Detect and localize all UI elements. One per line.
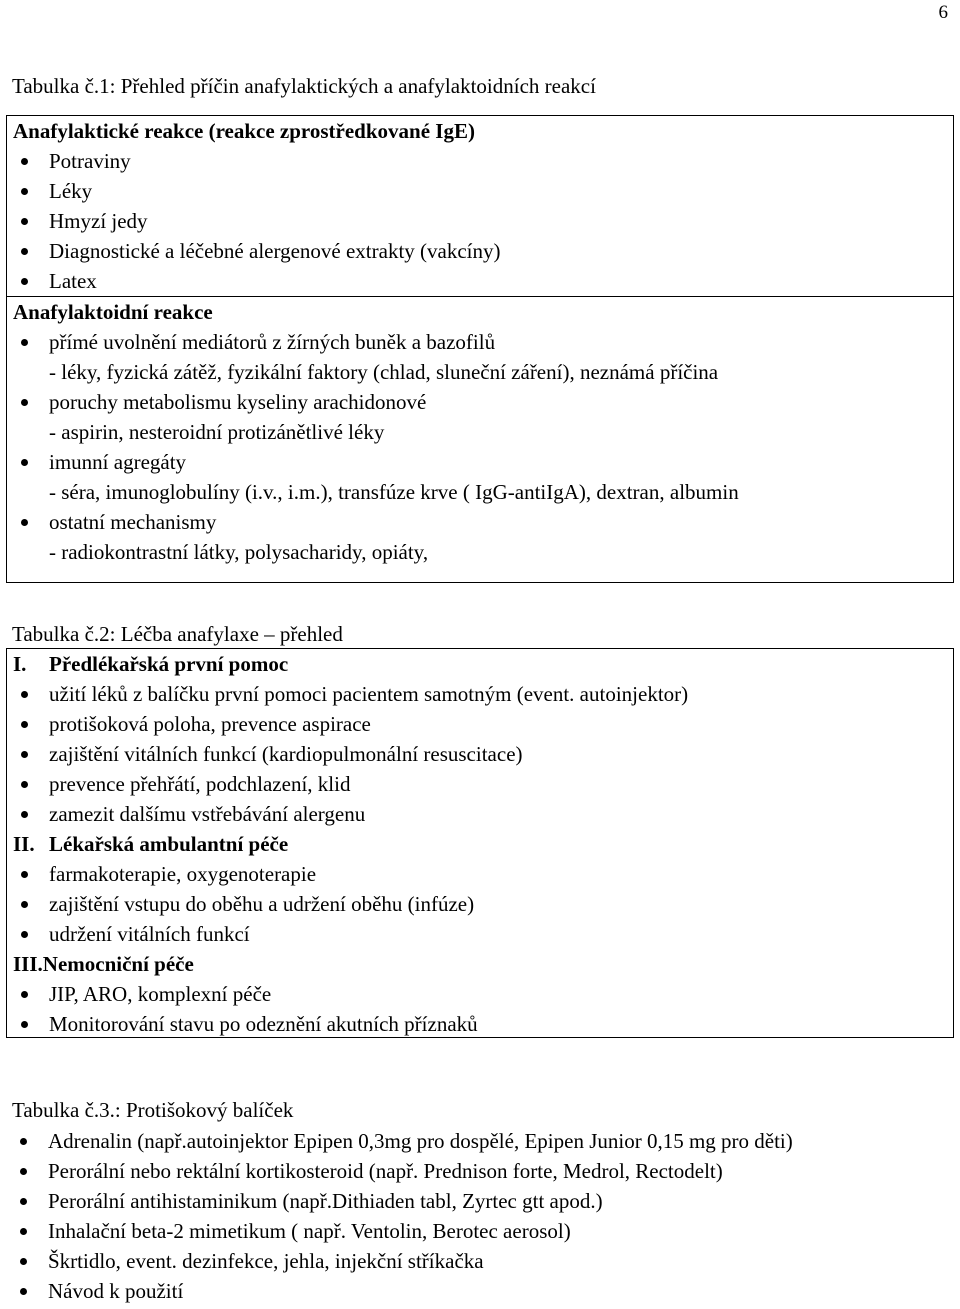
list-item: protišoková poloha, prevence aspirace xyxy=(7,709,953,739)
list-item: farmakoterapie, oxygenoterapie xyxy=(7,859,953,889)
list-item: Adrenalin (např.autoinjektor Epipen 0,3mg pro dospělé, Epipen Junior 0,15 mg pro děti) xyxy=(6,1126,954,1156)
list-item-detail: - léky, fyzická zátěž, fyzikální faktory (chlad, sluneční záření), neznámá příčina xyxy=(49,360,719,384)
list-item: JIP, ARO, komplexní péče xyxy=(7,979,953,1009)
table1-section-ige xyxy=(7,116,953,296)
table3-caption: Tabulka č.3.: Protišokový balíček xyxy=(12,1098,294,1122)
section-number: III. xyxy=(13,952,43,976)
list-item: přímé uvolnění mediátorů z žírných buněk a bazofilů xyxy=(7,327,953,357)
list-item: Perorální nebo rektální kortikosteroid (např. Prednison forte, Medrol, Rectodelt) xyxy=(6,1156,954,1186)
list-item-detail: - aspirin, nesteroidní protizánětlivé léky xyxy=(49,420,385,444)
list-item: ostatní mechanismy xyxy=(7,507,953,537)
list-item: Hmyzí jedy xyxy=(7,206,953,236)
list-item: udržení vitálních funkcí xyxy=(7,919,953,949)
table2-section1-header xyxy=(7,649,953,679)
list-item-detail: - radiokontrastní látky, polysacharidy, opiáty, xyxy=(49,540,429,564)
list-item-detail: - séra, imunoglobulíny (i.v., i.m.), transfúze krve ( IgG-antiIgA), dextran, albumin xyxy=(49,480,739,504)
list-item: zamezit dalšímu vstřebávání alergenu xyxy=(7,799,953,829)
table2-section2-header xyxy=(7,829,953,859)
section-title: Nemocniční péče xyxy=(42,952,194,976)
list-item: Léky xyxy=(7,176,953,206)
table1-section2-header: Anafylaktoidní reakce xyxy=(13,300,213,324)
list-item: Potraviny xyxy=(7,146,953,176)
section-number: I. xyxy=(13,652,27,676)
list-item: Monitorování stavu po odeznění akutních příznaků xyxy=(7,1009,953,1039)
list-item: Diagnostické a léčebné alergenové extrakty (vakcíny) xyxy=(7,236,953,266)
list-item: Návod k použití xyxy=(6,1276,954,1306)
list-item: Škrtidlo, event. dezinfekce, jehla, injekční stříkačka xyxy=(6,1246,954,1276)
section-title: Předlékařská první pomoc xyxy=(49,652,289,676)
section-number: II. xyxy=(13,832,35,856)
table2-caption: Tabulka č.2: Léčba anafylaxe – přehled xyxy=(12,622,343,646)
table3-list xyxy=(6,1126,954,1306)
list-item: imunní agregáty xyxy=(7,447,953,477)
list-item: Perorální antihistaminikum (např.Dithiaden tabl, Zyrtec gtt apod.) xyxy=(6,1186,954,1216)
table1-caption: Tabulka č.1: Přehled příčin anafylaktických a anafylaktoidních reakcí xyxy=(12,74,596,98)
list-item: Latex xyxy=(7,266,953,296)
table1-section-anaphylactoid xyxy=(7,296,953,567)
table2-box xyxy=(6,648,954,1038)
list-item: poruchy metabolismu kyseliny arachidonové xyxy=(7,387,953,417)
table1-box xyxy=(6,115,954,583)
section-title: Lékařská ambulantní péče xyxy=(49,832,289,856)
list-item: užití léků z balíčku první pomoci pacientem samotným (event. autoinjektor) xyxy=(7,679,953,709)
table2-section3-header xyxy=(7,949,953,979)
list-item: Inhalační beta-2 mimetikum ( např. Ventolin, Berotec aerosol) xyxy=(6,1216,954,1246)
page-number: 6 xyxy=(938,2,948,23)
list-item: prevence přehřátí, podchlazení, klid xyxy=(7,769,953,799)
table1-section1-header: Anafylaktické reakce (reakce zprostředkované IgE) xyxy=(13,119,475,143)
list-item: zajištění vitálních funkcí (kardiopulmonální resuscitace) xyxy=(7,739,953,769)
table2-section-first-aid xyxy=(7,649,953,1039)
list-item: zajištění vstupu do oběhu a udržení oběhu (infúze) xyxy=(7,889,953,919)
